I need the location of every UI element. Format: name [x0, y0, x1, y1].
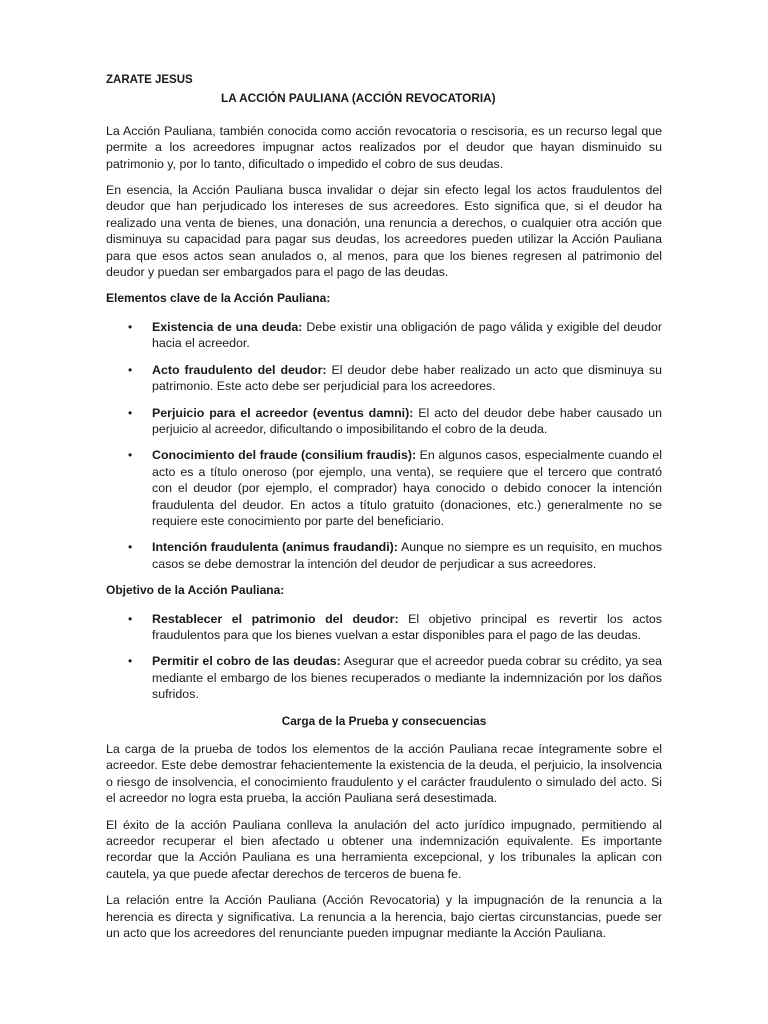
- elements-heading: Elementos clave de la Acción Pauliana:: [106, 291, 331, 306]
- list-item-term: Perjuicio para el acreedor (eventus damni):: [152, 405, 414, 420]
- list-item-term: Permitir el cobro de las deudas:: [152, 654, 341, 669]
- list-item-text: El deudor debe haber realizado un acto que disminuya su patrimonio. Este acto debe ser perjudicial para los acreedores.: [152, 362, 662, 394]
- document-title: LA ACCIÓN PAULIANA (ACCIÓN REVOCATORIA): [221, 91, 496, 106]
- intro-paragraph-1: La Acción Pauliana, también conocida como acción revocatoria o rescisoria, es un recurso legal que permite a los acreedores impugnar actos realizados por el deudor que hayan disminuido su patrimonio y, por lo tanto, dificultado o impedido el cobro de sus deudas.: [106, 123, 662, 171]
- bullet-icon: •: [128, 611, 133, 626]
- list-item: [106, 653, 662, 702]
- list-item-term: Existencia de una deuda:: [152, 319, 303, 334]
- bullet-icon: •: [128, 319, 133, 334]
- author-name: ZARATE JESUS: [106, 74, 193, 86]
- bullet-icon: •: [128, 448, 133, 463]
- list-item-text: Aunque no siempre es un requisito, en muchos casos se debe demostrar la intención del deudor de perjudicar a sus acreedores.: [152, 540, 662, 571]
- elements-list: [106, 319, 662, 572]
- list-item-term: Restablecer el patrimonio del deudor:: [152, 611, 399, 626]
- list-item-text: En algunos casos, especialmente cuando el acto es a título oneroso (por ejemplo, una venta), se requiere que el tercero que contrató con el deudor (por ejemplo, el comprador) haya conocido o debido conocer la intención fraudulenta del deudor. En actos a título gratuito (donaciones, etc.) generalmente no se requiere este conocimiento por parte del beneficiario.: [152, 448, 662, 528]
- objective-heading: Objetivo de la Acción Pauliana:: [106, 583, 285, 598]
- bullet-icon: •: [128, 405, 133, 420]
- list-item-term: Conocimiento del fraude (consilium fraudis):: [152, 448, 417, 463]
- list-item-text: Debe existir una obligación de pago válida y exigible del deudor hacia el acreedor.: [152, 319, 662, 351]
- document-page: [106, 72, 662, 951]
- list-item: [106, 539, 662, 572]
- list-item: [106, 362, 662, 395]
- burden-heading: Carga de la Prueba y consecuencias: [281, 713, 487, 728]
- list-item: [106, 447, 662, 529]
- list-item-text: El acto del deudor debe haber causado un perjuicio al acreedor, dificultando o imposibilitando el cobro de la deuda.: [152, 405, 662, 436]
- burden-paragraph-2: El éxito de la acción Pauliana conlleva la anulación del acto jurídico impugnado, permitiendo al acreedor recuperar el bien afectado u obtener una indemnización equivalente. Es importante recordar que la Acción Pauliana es una herramienta excepcional, y los tribunales la aplican con cautela, ya que puede afectar derechos de terceros de buena fe.: [106, 817, 662, 881]
- list-item-text: Asegurar que el acreedor pueda cobrar su crédito, ya sea mediante el embargo de los bienes recuperados o mediante la indemnización por los daños sufridos.: [152, 654, 662, 702]
- bullet-icon: •: [128, 362, 133, 377]
- bullet-icon: •: [128, 654, 133, 669]
- burden-paragraph-1: La carga de la prueba de todos los elementos de la acción Pauliana recae íntegramente sobre el acreedor. Este debe demostrar fehacientemente la existencia de la deuda, el perjuicio, la insolvencia o riesgo de insolvencia, el conocimiento fraudulento y el carácter fraudulento o simulado del acto. Si el acreedor no logra esta prueba, la acción Pauliana será desestimada.: [106, 742, 662, 806]
- bullet-icon: •: [128, 540, 133, 555]
- burden-paragraph-3: La relación entre la Acción Pauliana (Acción Revocatoria) y la impugnación de la renuncia a la herencia es directa y significativa. La renuncia a la herencia, bajo ciertas circunstancias, puede ser un acto que los acreedores del renunciante pueden impugnar mediante la Acción Pauliana.: [106, 893, 662, 941]
- objective-list: [106, 611, 662, 703]
- list-item: [106, 319, 662, 352]
- list-item: [106, 405, 662, 438]
- intro-paragraph-2: En esencia, la Acción Pauliana busca invalidar o dejar sin efecto legal los actos fraudulentos del deudor que han perjudicado los intereses de sus acreedores. Esto significa que, si el deudor ha realizado una venta de bienes, una donación, una renuncia a derechos, o cualquier otra acción que disminuya su capacidad para pagar sus deudas, los acreedores pueden utilizar la Acción Pauliana para que esos actos sean anulados o, al menos, para que los bienes regresen al patrimonio del deudor y puedan ser embargados para el pago de las deudas.: [106, 183, 662, 280]
- list-item-text: El objetivo principal es revertir los actos fraudulentos para que los bienes vuelvan a estar disponibles para el pago de las deudas.: [152, 611, 663, 642]
- list-item: [106, 611, 662, 644]
- list-item-term: Acto fraudulento del deudor:: [152, 362, 327, 377]
- list-item-term: Intención fraudulenta (animus fraudandi):: [152, 540, 398, 555]
